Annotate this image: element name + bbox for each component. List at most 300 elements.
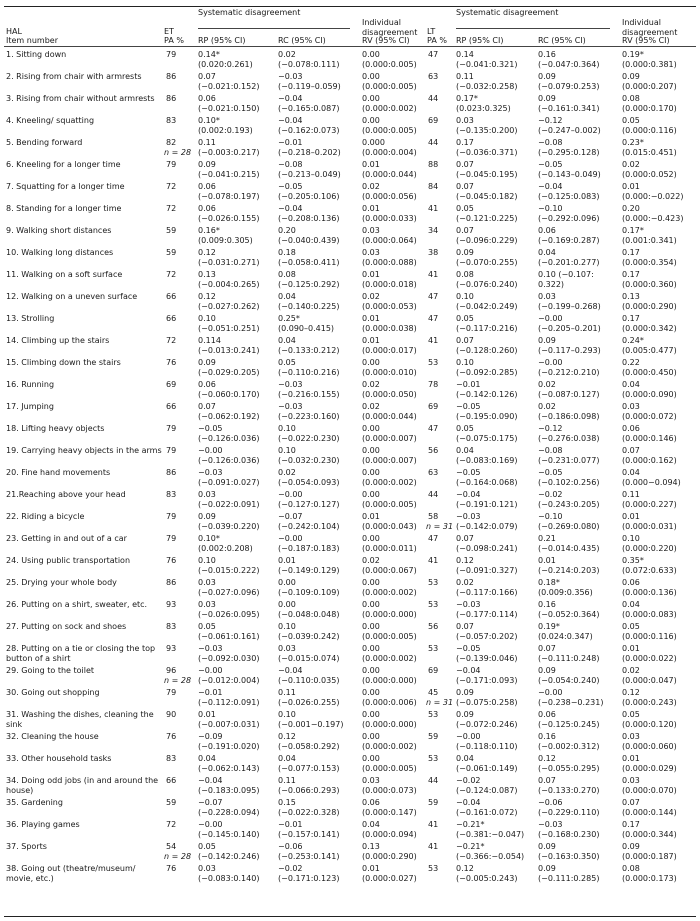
lt-pa-value: 47 [428, 424, 439, 433]
et-rv [362, 160, 417, 179]
lt-rc-value: 0.18* [538, 578, 560, 587]
et-rv [362, 666, 417, 685]
et-pa [166, 94, 176, 104]
et-rp [198, 490, 259, 509]
lt-rv [622, 446, 677, 465]
lt-rc [538, 864, 599, 883]
lt-rc [538, 842, 599, 861]
lt-pa-value: 47 [428, 50, 439, 59]
lt-rc-value: −0.00 [538, 314, 563, 323]
et-rc-value: 0.25* [278, 314, 300, 323]
lt-rp-sub: (−0.057:0.202) [456, 631, 518, 641]
et-rc-sub: (−0.133:0.212) [278, 345, 340, 355]
lt-rv-value: 0.08 [622, 864, 640, 873]
lt-pa [428, 556, 438, 566]
et-rp-value: 0.12 [198, 292, 216, 301]
et-rp-value: 0.04 [198, 754, 216, 763]
lt-rc [538, 776, 599, 795]
et-rc-sub: (−0.165:0.087) [278, 103, 340, 113]
lt-rv-sub: (0.005:0.477) [622, 345, 677, 355]
lt-rc-sub: (−0.201:0.277) [538, 257, 600, 267]
et-pa [166, 424, 176, 434]
item-label-value: 20. Fine hand movements [6, 468, 111, 477]
lt-pa-value: 41 [428, 204, 439, 213]
lt-rc [538, 490, 599, 509]
et-rc-sub: (−0.218–0.202) [278, 147, 341, 157]
lt-rc [538, 380, 599, 399]
et-rp-sub: (−0.031:0.271) [198, 257, 260, 267]
et-rp-value: 0.09 [198, 512, 216, 521]
lt-rp [456, 160, 517, 179]
lt-rp-sub: (−0.124:0.087) [456, 785, 518, 795]
lt-rp-value: 0.03 [456, 116, 474, 125]
lt-rc-sub: (−0.243:0.205) [538, 499, 600, 509]
lt-rp [456, 732, 517, 751]
et-rp [198, 468, 259, 487]
et-rp-value: 0.114 [198, 336, 221, 345]
lt-rc-value: 0.10 (−0.107: [538, 270, 594, 279]
lt-rv-value: 0.13 [622, 292, 640, 301]
et-rv-value: 0.00 [362, 688, 380, 697]
lt-rv-value: 0.05 [622, 710, 640, 719]
lt-rc-value: 0.09 [538, 336, 556, 345]
table-row [0, 666, 700, 686]
item-label-value: 1. Sitting down [6, 50, 67, 59]
table-row [0, 336, 700, 356]
et-rc-value: −0.04 [278, 666, 303, 675]
group-rule-et [198, 28, 350, 29]
lt-rp-value: −0.03 [456, 600, 481, 609]
et-pa-value: 66 [166, 776, 177, 785]
lt-pa-value: 44 [428, 490, 439, 499]
et-rc [278, 402, 339, 421]
lt-pa [428, 666, 438, 676]
item-label-value: 5. Bending forward [6, 138, 83, 147]
lt-pa-value: 63 [428, 468, 439, 477]
et-rc-sub: (−0.125:0.292) [278, 279, 340, 289]
table-row [0, 556, 700, 576]
lt-rp-sub: (−0.072:0.246) [456, 719, 518, 729]
lt-pa [428, 446, 438, 456]
lt-pa-value: 56 [428, 446, 439, 455]
et-rc [278, 622, 339, 641]
lt-rp [456, 182, 517, 201]
lt-rc-value: −0.12 [538, 116, 563, 125]
et-rc [278, 160, 341, 179]
lt-rc-value: −0.10 [538, 204, 563, 213]
lt-rc-value: 0.16 [538, 50, 556, 59]
et-rp [198, 160, 259, 179]
et-rc-sub: (−0.253:0.141) [278, 851, 340, 861]
lt-pa-value: 53 [428, 864, 439, 873]
et-rp-value: 0.03 [198, 578, 216, 587]
et-rv-sub: (0.000:0.002) [362, 653, 417, 663]
lt-rv [622, 116, 677, 135]
lt-rv-value: 0.01 [622, 512, 640, 521]
et-rv-value: 0.01 [362, 270, 380, 279]
lt-rp [456, 292, 517, 311]
lt-rp-sub: (−0.045:0.182) [456, 191, 518, 201]
lt-rc-value: −0.10 [538, 512, 563, 521]
lt-rc-sub: (−0.047:0.364) [538, 59, 600, 69]
et-rp [198, 292, 259, 311]
lt-rv-sub: (0.000:0.072) [622, 411, 677, 421]
lt-rc [538, 182, 599, 201]
lt-pa [428, 820, 438, 830]
lt-rv-sub: (0.000:−0.423) [622, 213, 684, 223]
et-pa-value: 66 [166, 292, 177, 301]
et-rp [198, 402, 259, 421]
et-rv-value: 0.00 [362, 754, 380, 763]
et-rp-value: −0.03 [198, 644, 223, 653]
header-systematic-et: Systematic disagreement [198, 8, 301, 17]
item-label-value: 11. Walking on a soft surface [6, 270, 123, 279]
table-row [0, 446, 700, 466]
et-rc [278, 710, 343, 729]
lt-rp-value: 0.07 [456, 182, 474, 191]
lt-rv [622, 226, 677, 245]
lt-rv [622, 754, 677, 773]
et-rp-sub: (−0.126:0.036) [198, 433, 260, 443]
et-rp [198, 94, 259, 113]
lt-rv-sub: (0.000:0.450) [622, 367, 677, 377]
item-label [6, 226, 164, 236]
et-rp-sub: (−0.092:0.030) [198, 653, 260, 663]
lt-pa-value: 41 [428, 820, 439, 829]
et-rv [362, 578, 417, 597]
lt-rc-value: −0.04 [538, 182, 563, 191]
lt-rv-value: 0.17 [622, 314, 640, 323]
table-row [0, 292, 700, 312]
et-rc-sub: (−0.109:0.109) [278, 587, 340, 597]
et-rv-value: 0.04 [362, 820, 380, 829]
header-lt-pa: PA % [427, 36, 447, 45]
lt-pa [428, 50, 438, 60]
et-rv-value: 0.00 [362, 622, 380, 631]
lt-rv [622, 424, 677, 443]
et-rc-sub: (−0.157:0.141) [278, 829, 340, 839]
et-pa-value: 72 [166, 336, 177, 345]
group-rule-lt [456, 28, 610, 29]
lt-rv-sub: (0.000:0.060) [622, 741, 677, 751]
lt-rp-sub: (−0.061:0.149) [456, 763, 518, 773]
et-rp-sub: (−0.027:0.096) [198, 587, 260, 597]
et-rp-sub: (−0.004:0.265) [198, 279, 260, 289]
lt-pa-value: 78 [428, 380, 439, 389]
lt-pa [428, 776, 438, 786]
lt-rp [456, 644, 517, 663]
lt-pa [428, 644, 438, 654]
et-rv-sub: (0.000:0.000) [362, 675, 417, 685]
lt-rv-sub: (0.000:0.173) [622, 873, 677, 883]
lt-rc-sub: (0.024:0.347) [538, 631, 593, 641]
et-rp-value: 0.10 [198, 314, 216, 323]
lt-rc-sub: (−0.269:0.080) [538, 521, 600, 531]
lt-rp-value: 0.12 [456, 864, 474, 873]
lt-pa [428, 116, 438, 126]
et-rv-value: 0.03 [362, 248, 380, 257]
lt-rc-sub: (−0.102:0.256) [538, 477, 600, 487]
item-label-value: 23. Getting in and out of a car [6, 534, 127, 543]
et-rp [198, 556, 259, 575]
item-label [6, 204, 164, 214]
lt-rc-sub: (−0.214:0.203) [538, 565, 600, 575]
lt-rv-value: 0.07 [622, 798, 640, 807]
et-rv-value: 0.01 [362, 204, 380, 213]
lt-rv-value: 0.01 [622, 182, 640, 191]
lt-rv [622, 380, 677, 399]
lt-rp-value: 0.02 [456, 578, 474, 587]
et-rv-value: 0.00 [362, 446, 380, 455]
et-rv-sub: (0.000:0.056) [362, 191, 417, 201]
et-rp-value: 0.13 [198, 270, 216, 279]
lt-rc-sub: (−0.199–0.268) [538, 301, 601, 311]
et-rp-sub: (−0.021:0.150) [198, 103, 260, 113]
lt-rv [622, 248, 677, 267]
lt-rv-value: 0.02 [622, 160, 640, 169]
item-label-value: 21.Reaching above your head [6, 490, 126, 499]
item-label-value: 35. Gardening [6, 798, 63, 807]
et-rv-value: 0.00 [362, 490, 380, 499]
item-label [6, 424, 164, 434]
et-rv-value: 0.00 [362, 666, 380, 675]
et-pa-value: 72 [166, 270, 177, 279]
lt-pa-sub: n = 31 [426, 521, 454, 531]
lt-rp-value: 0.05 [456, 204, 474, 213]
et-rv [362, 688, 417, 707]
lt-rv [622, 72, 677, 91]
item-label [6, 512, 164, 522]
et-rc-sub: (−0.001−0.197) [278, 719, 344, 729]
header-rp-lt: RP (95% CI) [456, 36, 504, 45]
et-rp [198, 578, 259, 597]
et-rc [278, 820, 339, 839]
lt-rv [622, 314, 677, 333]
item-label-value: 6. Kneeling for a longer time [6, 160, 121, 169]
lt-rv-sub: (0.000:0.381) [622, 59, 677, 69]
et-rc-value: −0.01 [278, 138, 303, 147]
lt-rv-sub: (0.000:0.047) [622, 675, 677, 685]
item-label [6, 600, 164, 610]
item-label-value: 25. Drying your whole body [6, 578, 117, 587]
et-pa-value: 72 [166, 204, 177, 213]
item-label [6, 644, 164, 663]
lt-rp-sub: (−0.195:0.090) [456, 411, 518, 421]
item-label [6, 160, 164, 170]
et-rp-sub: (−0.039:0.220) [198, 521, 260, 531]
table-row [0, 798, 700, 818]
item-label [6, 666, 164, 676]
et-pa [166, 446, 176, 456]
lt-rv [622, 94, 677, 113]
lt-pa-value: 53 [428, 644, 439, 653]
lt-rv-value: 0.24* [622, 336, 644, 345]
table-row [0, 578, 700, 598]
lt-rp [456, 424, 517, 443]
et-rc-sub: (−0.149:0.129) [278, 565, 340, 575]
et-rc [278, 94, 339, 113]
lt-rv-sub: (0.000:0.116) [622, 631, 677, 641]
et-rp-value: 0.05 [198, 842, 216, 851]
et-rv-value: 0.00 [362, 424, 380, 433]
et-rc [278, 776, 339, 795]
et-rc [278, 314, 334, 333]
et-rp-sub: (0.020:0.261) [198, 59, 253, 69]
lt-rp-sub: (−0.005:0.243) [456, 873, 518, 883]
et-pa-sub: n = 28 [164, 851, 192, 861]
et-rc [278, 446, 339, 465]
et-rp-value: 0.06 [198, 94, 216, 103]
lt-pa [428, 138, 438, 148]
et-rc-value: −0.03 [278, 402, 303, 411]
item-label-value: 31. Washing the dishes, cleaning the sink [6, 710, 154, 729]
header-et-pa: PA % [164, 36, 184, 45]
lt-rp-sub: (−0.121:0.225) [456, 213, 518, 223]
item-label [6, 402, 164, 412]
header-rv-lt: RV (95% CI) [622, 36, 670, 45]
lt-rp [456, 666, 517, 685]
et-rc [278, 248, 339, 267]
lt-rc [538, 644, 599, 663]
lt-rc [538, 204, 599, 223]
et-rv [362, 820, 417, 839]
lt-rv [622, 270, 677, 289]
et-pa [166, 820, 176, 830]
et-pa-value: 76 [166, 556, 177, 565]
lt-rp-sub: (−0.098:0.241) [456, 543, 518, 553]
lt-rc-value: −0.03 [538, 820, 563, 829]
et-pa [166, 578, 176, 588]
lt-rv-sub: (0.000:0.031) [622, 521, 677, 531]
lt-rc-value: −0.00 [538, 358, 563, 367]
lt-rp-value: −0.01 [456, 380, 481, 389]
et-rp [198, 710, 259, 729]
et-rp-value: 0.06 [198, 380, 216, 389]
et-pa-value: 72 [166, 820, 177, 829]
et-rc [278, 50, 339, 69]
et-rv-value: 0.00 [362, 468, 380, 477]
et-rc [278, 512, 339, 531]
lt-pa [428, 270, 438, 280]
lt-rp-value: 0.09 [456, 688, 474, 697]
lt-rv-value: 0.05 [622, 622, 640, 631]
et-rp-value: −0.01 [198, 688, 223, 697]
lt-pa-value: 63 [428, 72, 439, 81]
et-rv [362, 490, 417, 509]
et-rc-sub: (−0.015:0.074) [278, 653, 340, 663]
item-label-value: 37. Sports [6, 842, 47, 851]
et-rc-value: −0.06 [278, 842, 303, 851]
lt-rv-sub: (0.000:0.187) [622, 851, 677, 861]
et-rp [198, 248, 259, 267]
et-rc [278, 292, 339, 311]
lt-rp [456, 556, 517, 575]
lt-pa-value: 41 [428, 556, 439, 565]
lt-rc-sub: (−0.212:0.210) [538, 367, 600, 377]
lt-rp-sub: (−0.366:−0.054) [456, 851, 525, 861]
et-rv [362, 116, 417, 135]
lt-rc-value: 0.03 [538, 292, 556, 301]
lt-rv [622, 776, 677, 795]
lt-rp-sub: (−0.041:0.321) [456, 59, 518, 69]
lt-rp-sub: (−0.075:0.258) [456, 697, 518, 707]
lt-rp [456, 446, 517, 465]
lt-pa-value: 53 [428, 358, 439, 367]
lt-rp-value: 0.11 [456, 72, 474, 81]
et-pa [166, 798, 176, 808]
et-rc [278, 72, 341, 91]
et-rp [198, 534, 253, 553]
et-pa [166, 380, 176, 390]
et-rv-sub: (0.000:0.005) [362, 81, 417, 91]
item-label-value: 27. Putting on sock and shoes [6, 622, 127, 631]
lt-pa-value: 47 [428, 292, 439, 301]
item-label [6, 842, 164, 852]
et-rv [362, 336, 417, 355]
lt-rc-sub: (−0.125:0.245) [538, 719, 600, 729]
lt-rv-value: 0.08 [622, 94, 640, 103]
lt-rv-sub: (0.001:0.341) [622, 235, 677, 245]
et-pa [166, 842, 191, 861]
et-rp [198, 204, 259, 223]
lt-rc-sub: (−0.247–0.002) [538, 125, 601, 135]
item-label-value: 19. Carrying heavy objects in the arms [6, 446, 162, 455]
et-rp-sub: (−0.062:0.192) [198, 411, 260, 421]
lt-rc [538, 798, 599, 817]
lt-rv [622, 512, 677, 531]
et-rc-value: 0.02 [278, 468, 296, 477]
lt-rv-value: 0.17 [622, 248, 640, 257]
table-row [0, 402, 700, 422]
et-rv-sub: (0.000:0.050) [362, 389, 417, 399]
lt-rp-value: 0.17 [456, 138, 474, 147]
item-label [6, 72, 164, 82]
et-rv [362, 138, 417, 157]
item-label-value: 33. Other household tasks [6, 754, 112, 763]
lt-rv-sub: (0.000:0.022) [622, 653, 677, 663]
lt-rp [456, 798, 517, 817]
et-rc-sub: (−0.054:0.093) [278, 477, 340, 487]
et-pa [166, 666, 191, 685]
item-label [6, 182, 164, 192]
lt-rc-value: 0.09 [538, 864, 556, 873]
table-row [0, 204, 700, 224]
lt-rp [456, 226, 517, 245]
lt-rp-value: 0.14 [456, 50, 474, 59]
lt-rp [456, 622, 517, 641]
et-rv-value: 0.00 [362, 358, 380, 367]
et-rv [362, 226, 417, 245]
lt-rp [456, 336, 517, 355]
et-rv [362, 94, 417, 113]
lt-rc-sub: (−0.168:0.230) [538, 829, 600, 839]
et-rv-value: 0.00 [362, 534, 380, 543]
lt-rp [456, 72, 517, 91]
lt-rp-sub: (−0.045:0.195) [456, 169, 518, 179]
lt-rc-value: 0.01 [538, 556, 556, 565]
et-rp-sub: (−0.021:0.152) [198, 81, 260, 91]
et-rp-sub: (−0.145:0.140) [198, 829, 260, 839]
lt-rp-value: 0.10 [456, 358, 474, 367]
lt-rv-sub: (0.000:−0.022) [622, 191, 684, 201]
lt-pa [428, 94, 438, 104]
lt-rp-sub: (−0.191:0.121) [456, 499, 518, 509]
et-rv-value: 0.02 [362, 556, 380, 565]
et-rc [278, 490, 339, 509]
lt-pa [428, 468, 438, 478]
lt-rv-sub: (0.000:0.029) [622, 763, 677, 773]
table-row [0, 138, 700, 158]
